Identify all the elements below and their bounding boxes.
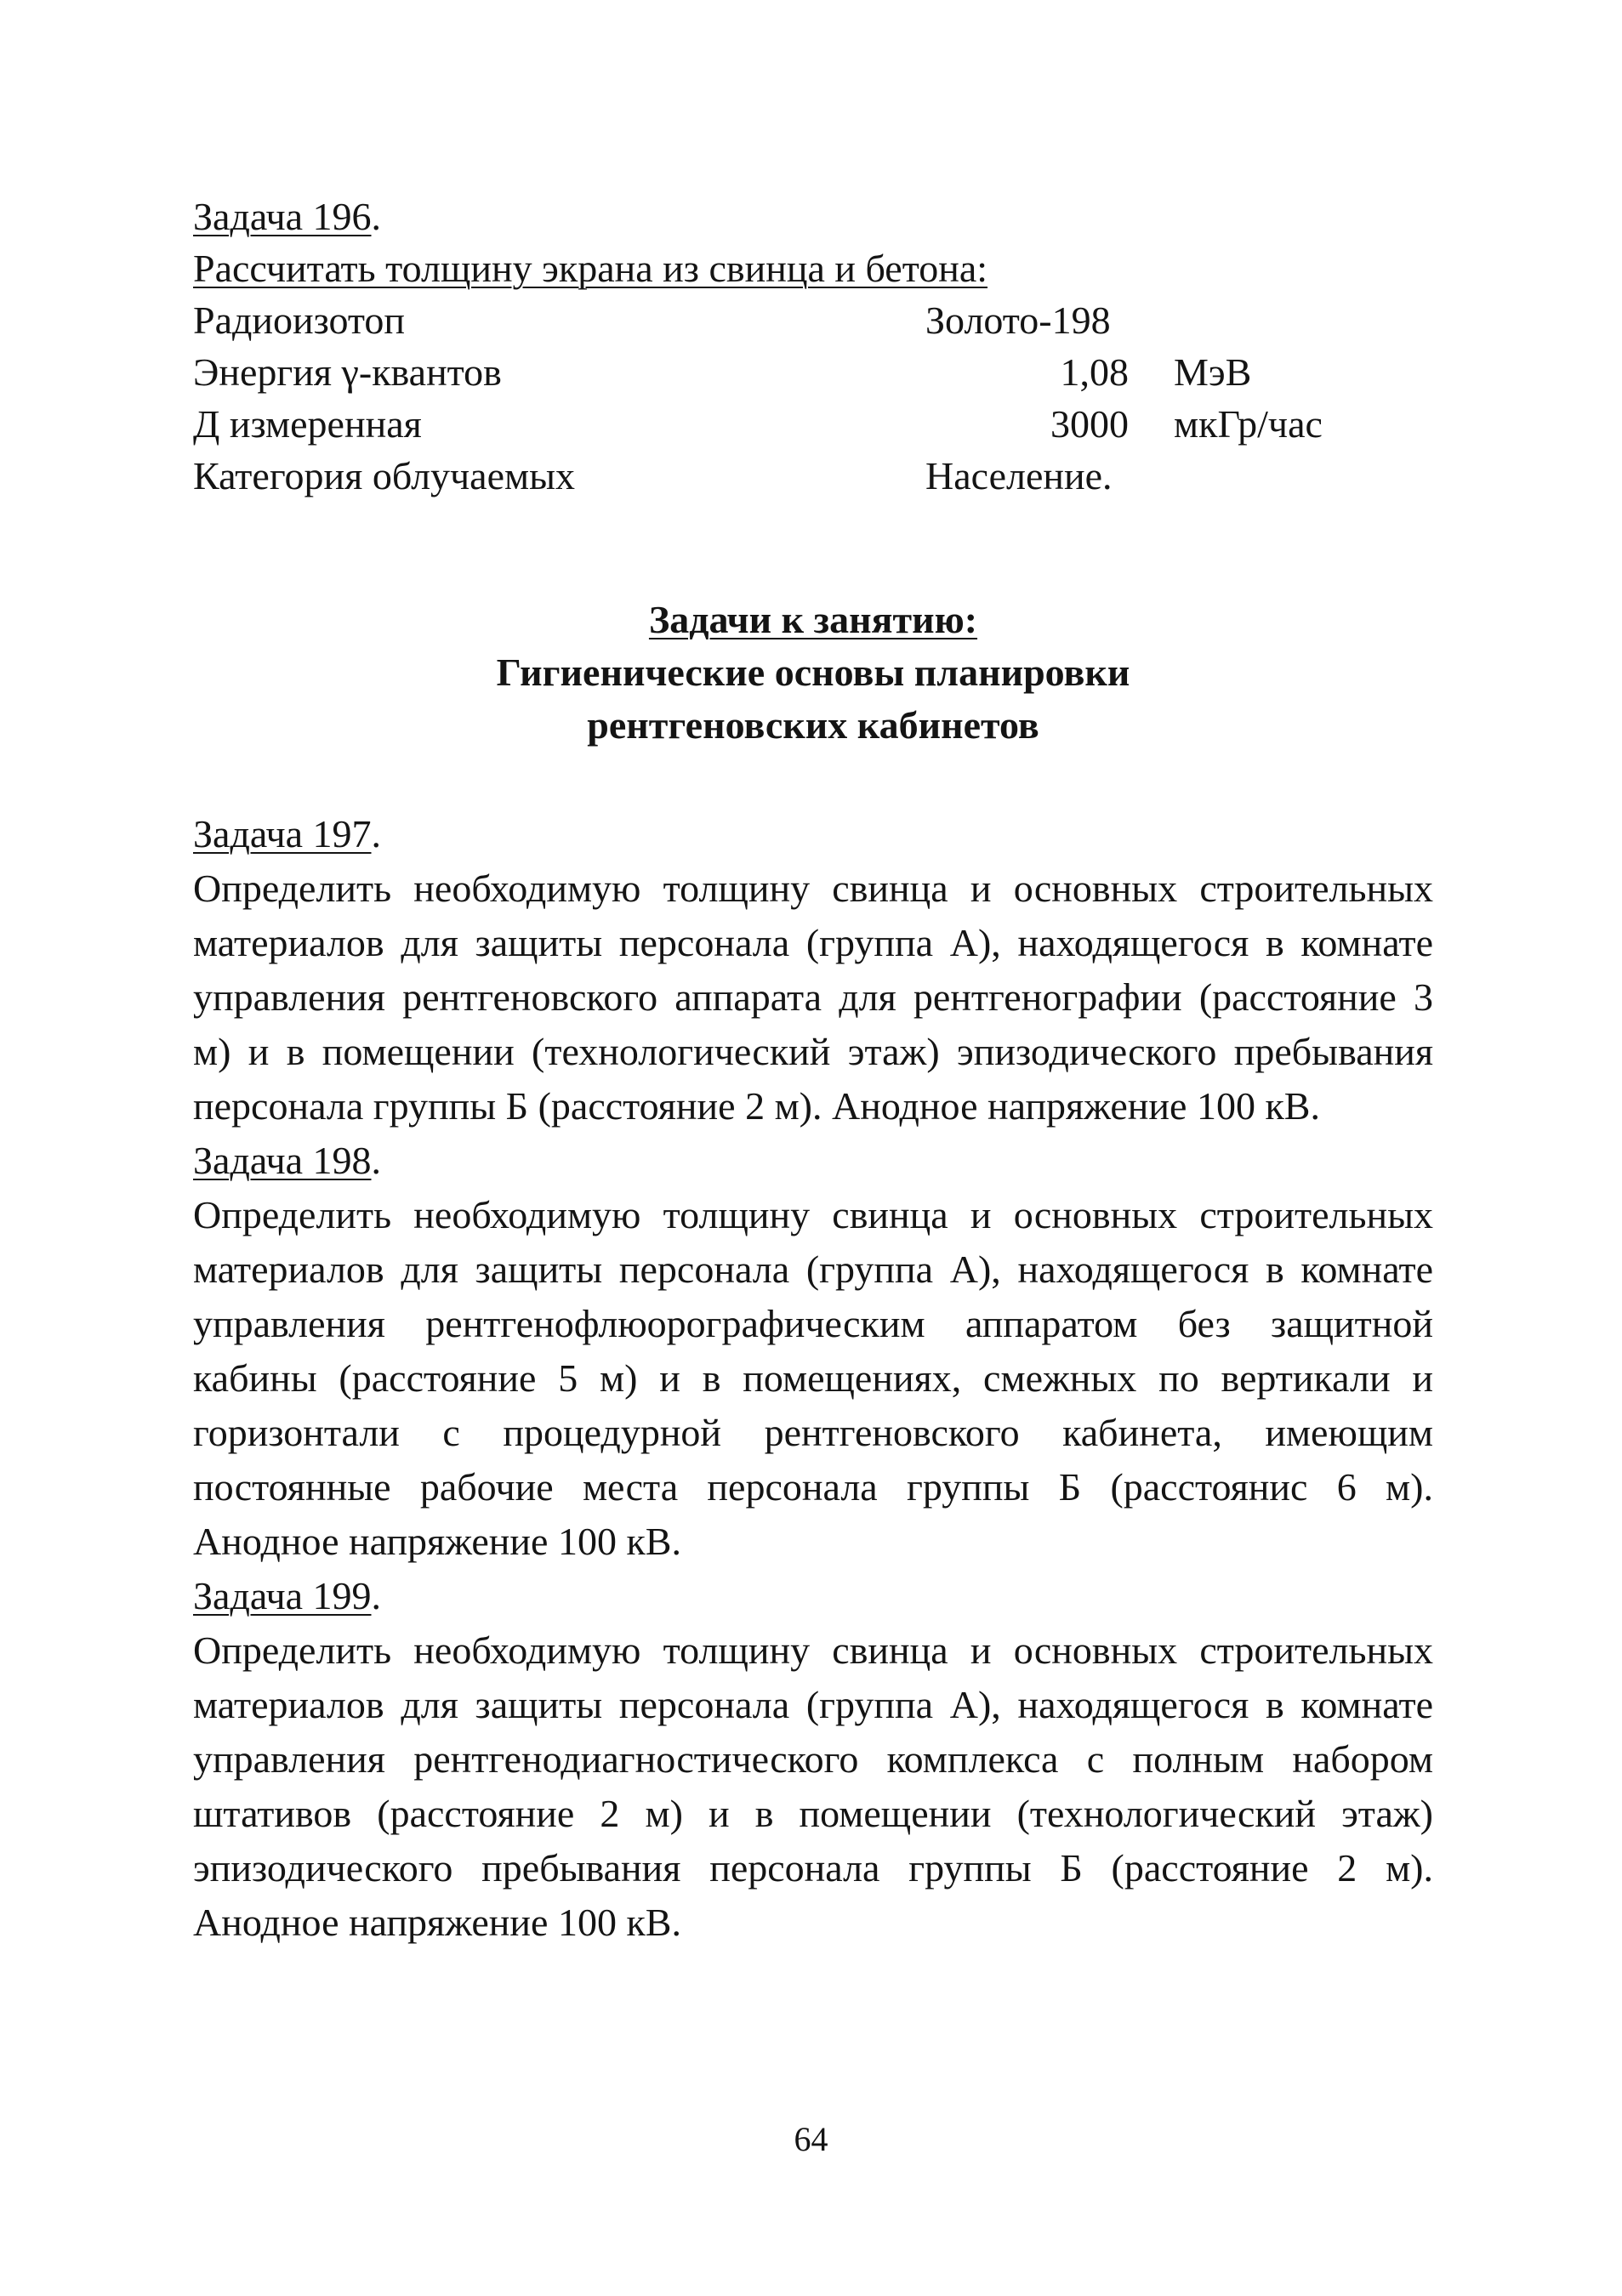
task-199-title-line xyxy=(193,1569,1433,1623)
task-198-title: Задача 198 xyxy=(193,1139,372,1182)
task-196-block xyxy=(193,190,1433,502)
task-199-title: Задача 199 xyxy=(193,1574,372,1617)
task-197-title-line xyxy=(193,807,1433,861)
row-unit: МэВ xyxy=(1174,350,1252,394)
task-196-row-dose xyxy=(193,398,1433,450)
row-value: 3000 xyxy=(1050,402,1129,446)
row-value: Золото-198 xyxy=(925,298,1111,342)
task-196-instruction: Рассчитать толщину экрана из свинца и бетона: xyxy=(193,247,988,290)
row-value: Население. xyxy=(925,454,1113,497)
tasks-list xyxy=(193,807,1433,1950)
row-unit: мкГр/час xyxy=(1174,402,1323,446)
section-heading-line-3: рентгеновских кабинетов xyxy=(587,703,1039,747)
task-197-text: Определить необходимую толщину свинца и основных строительных материалов для защиты персонала (группа А), находящегося в комнате управления рентгеновского аппарата для рентгенографии (расстояние 3 м) и в помещении (технологический этаж) эпизодического пребывания персонала группы Б (расстояние 2 м). Анодное напряжение 100 кВ. xyxy=(193,867,1433,1128)
task-199-text: Определить необходимую толщину свинца и основных строительных материалов для защиты персонала (группа А), находящегося в комнате управления рентгенодиагностического комплекса с полным набором штативов (расстояние 2 м) и в помещении (технологический этаж) эпизодического пребывания персонала группы Б (расстояние 2 м). Анодное напряжение 100 кВ. xyxy=(193,1628,1433,1944)
row-label: Энергия γ-квантов xyxy=(193,350,502,394)
row-label: Категория облучаемых xyxy=(193,454,576,497)
row-value: 1,08 xyxy=(1060,350,1129,394)
task-196-title: Задача 196 xyxy=(193,195,372,238)
task-199-title-punct: . xyxy=(371,1574,381,1617)
task-196-row-radioisotope xyxy=(193,294,1433,346)
section-heading-line-1 xyxy=(193,594,1433,646)
section-heading-line-2: Гигиенические основы планировки xyxy=(496,651,1130,694)
row-label: Д измеренная xyxy=(193,402,422,446)
task-196-row-category xyxy=(193,450,1433,502)
task-196-title-punct: . xyxy=(371,195,381,238)
section-heading xyxy=(193,594,1433,752)
task-196-title-line xyxy=(193,190,1433,242)
page-number: 64 xyxy=(794,2120,828,2158)
section-heading-title: Задачи к занятию: xyxy=(648,598,978,641)
task-198-text: Определить необходимую толщину свинца и основных строительных материалов для защиты персонала (группа А), находящегося в комнате управления рентгенофлюорографическим аппаратом без защитной кабины (расстояние 5 м) и в помещениях, смежных по вертикали и горизонтали с процедурной рентгеновского кабинета, имеющим постоянные рабочие места персонала группы Б (расстоянис 6 м). Анодное напряжение 100 кВ. xyxy=(193,1193,1433,1563)
task-197-title-punct: . xyxy=(371,812,381,855)
task-198-title-line xyxy=(193,1134,1433,1188)
task-197-title: Задача 197 xyxy=(193,812,372,855)
task-198-title-punct: . xyxy=(371,1139,381,1182)
task-196-instruction-line xyxy=(193,242,1433,294)
row-label: Радиоизотоп xyxy=(193,298,406,342)
task-196-row-energy xyxy=(193,346,1433,398)
